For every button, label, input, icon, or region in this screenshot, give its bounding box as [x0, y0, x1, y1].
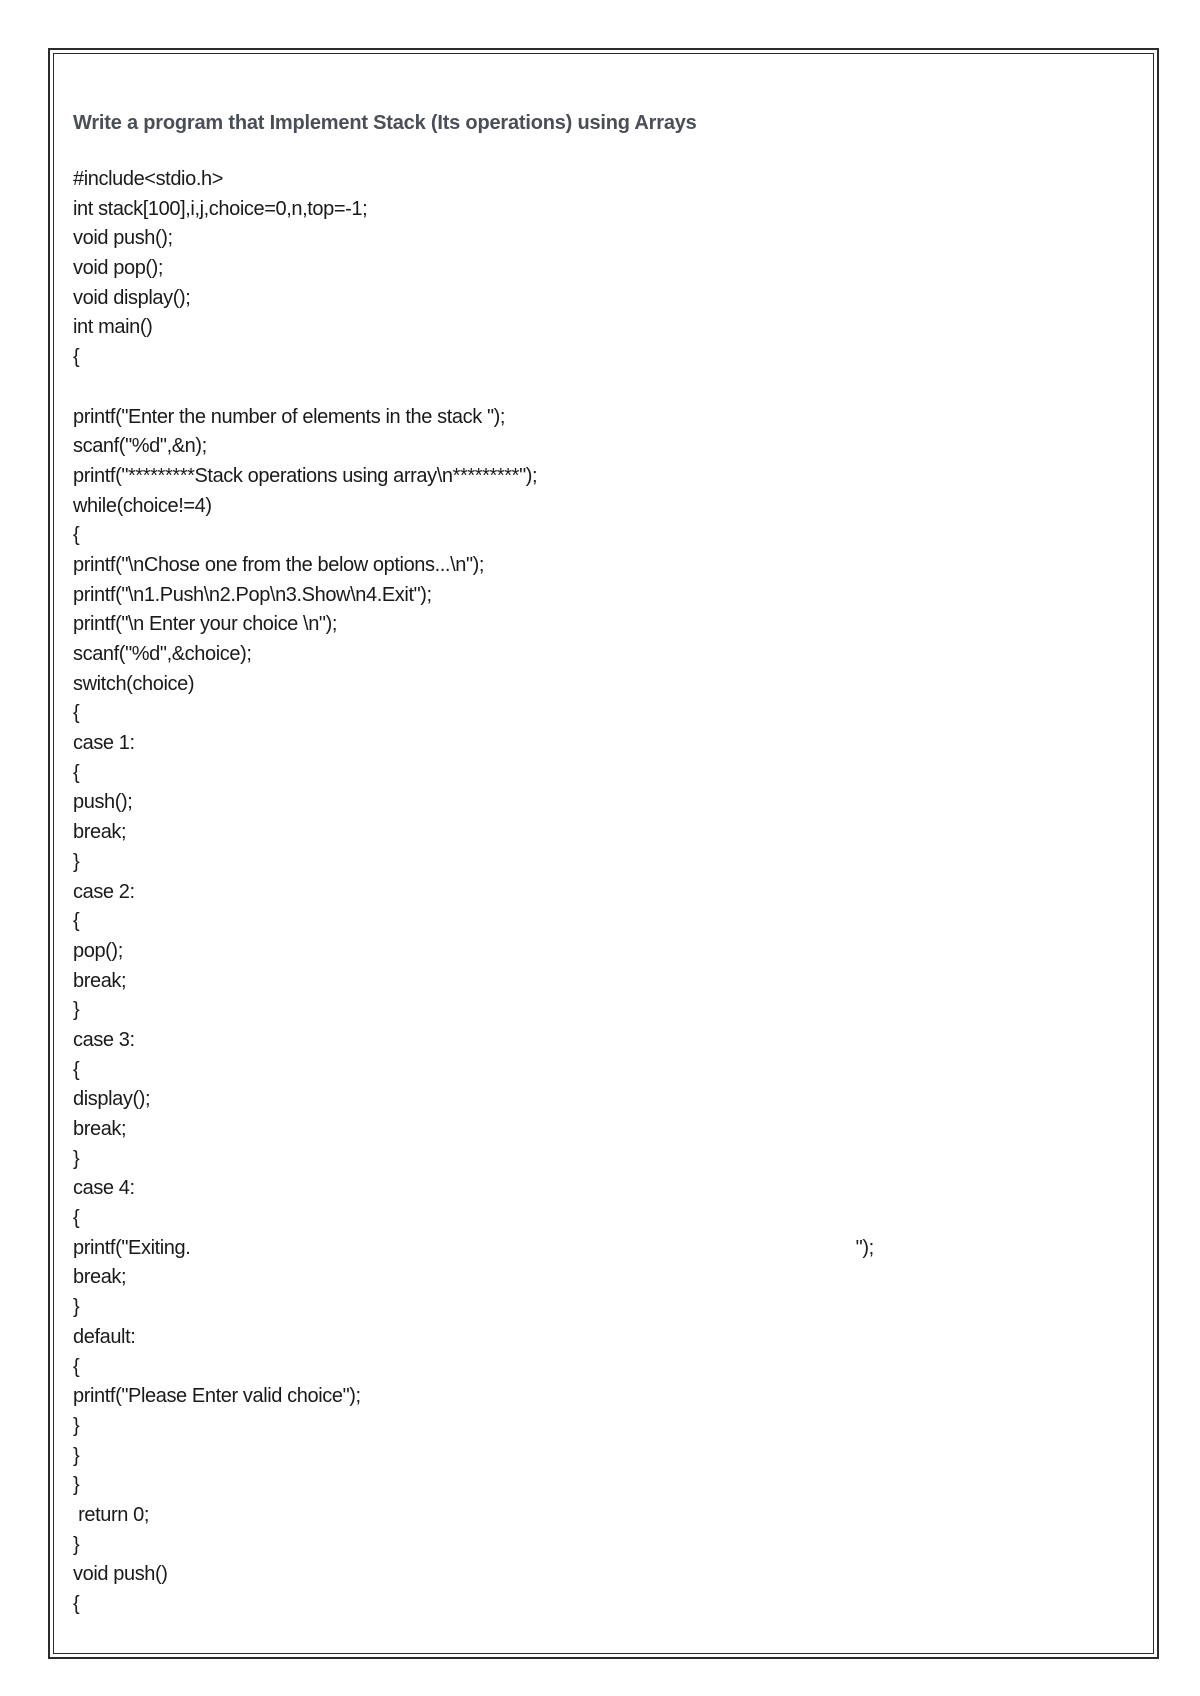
code-line: scanf("%d",&choice);: [73, 643, 252, 665]
code-line: #include<stdio.h>: [73, 168, 223, 190]
code-line: {: [73, 910, 80, 933]
code-line: [73, 373, 1133, 403]
code-line: {: [73, 761, 80, 784]
code-line: {: [73, 524, 80, 547]
code-line: {: [73, 702, 80, 725]
code-line: }: [73, 1296, 80, 1319]
code-line: default:: [73, 1325, 136, 1348]
code-line: void push();: [73, 227, 173, 250]
code-line: break;: [73, 1266, 127, 1289]
code-line: {: [73, 1355, 80, 1378]
code-line: int main(): [73, 316, 153, 339]
code-line: }: [73, 1474, 80, 1497]
code-line: printf("Please Enter valid choice");: [73, 1385, 361, 1408]
code-line: printf("\nChose one from the below options...\n");: [73, 553, 485, 576]
code-line: }: [73, 1533, 80, 1556]
code-line: push();: [73, 791, 133, 814]
code-line: }: [73, 850, 80, 873]
document-title: Write a program that Implement Stack (Its operations) using Arrays: [73, 112, 697, 134]
code-line: {: [73, 1058, 80, 1081]
code-line: case 3:: [73, 1028, 135, 1051]
code-line: {: [73, 1207, 80, 1230]
code-line: scanf("%d",&n);: [73, 435, 207, 458]
code-line: printf("Enter the number of elements in the stack ");: [73, 405, 506, 428]
code-line: break;: [73, 969, 127, 992]
code-line: void display();: [73, 286, 191, 309]
code-line: void pop();: [73, 257, 164, 280]
code-line: }: [73, 999, 80, 1022]
code-line: case 2:: [73, 880, 135, 903]
title-spacer: [73, 140, 1133, 165]
code-line: }: [73, 1414, 80, 1437]
code-line: printf("*********Stack operations using array\n*********");: [73, 464, 538, 487]
code-line: case 4:: [73, 1177, 135, 1200]
code-line: {: [73, 346, 80, 369]
code-line: while(choice!=4): [73, 494, 212, 517]
code-line: }: [73, 1444, 80, 1467]
code-line: printf("\n1.Push\n2.Pop\n3.Show\n4.Exit");: [73, 583, 432, 606]
code-line: printf("Exiting. ");: [73, 1236, 874, 1259]
code-line: int stack[100],i,j,choice=0,n,top=-1;: [73, 197, 368, 220]
code-line: break;: [73, 821, 127, 844]
code-line: switch(choice): [73, 672, 195, 695]
code-line: break;: [73, 1118, 127, 1140]
code-line: void push(): [73, 1563, 168, 1586]
document-content: [73, 106, 1133, 1620]
code-line: case 1:: [73, 732, 135, 755]
code-line: printf("\n Enter your choice \n");: [73, 613, 338, 636]
code-block: [73, 165, 1133, 1620]
code-line: }: [73, 1147, 80, 1170]
code-line: return 0;: [73, 1503, 150, 1526]
code-line: {: [73, 1593, 80, 1615]
code-line: display();: [73, 1088, 151, 1111]
code-line: pop();: [73, 939, 123, 962]
